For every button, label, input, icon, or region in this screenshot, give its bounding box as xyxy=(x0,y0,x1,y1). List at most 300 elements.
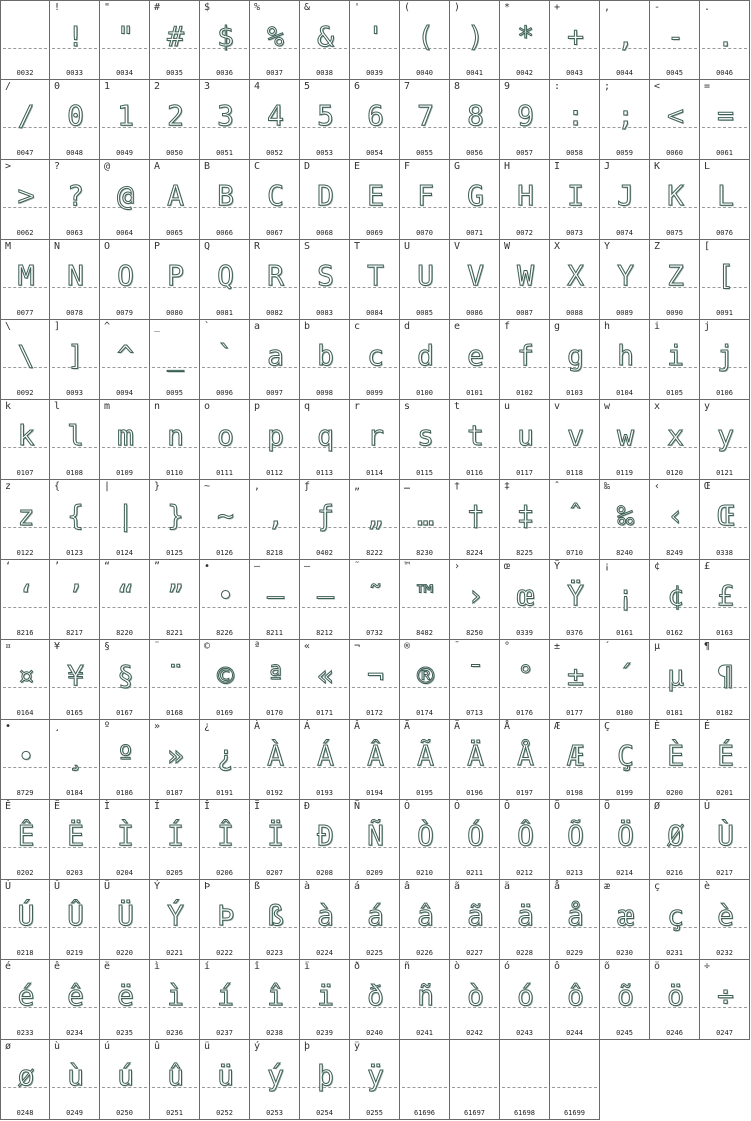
glyph-code: 0247 xyxy=(716,1029,733,1037)
glyph-sample: c xyxy=(367,339,382,372)
glyph-code: 0057 xyxy=(516,149,533,157)
glyph-cell xyxy=(100,960,150,1040)
glyph-cell xyxy=(600,800,650,880)
glyph-cell xyxy=(600,480,650,560)
glyph-label: d xyxy=(404,321,411,332)
glyph-sample: Á xyxy=(317,739,332,772)
glyph-code: 0117 xyxy=(516,469,533,477)
glyph-label: Î xyxy=(204,801,211,812)
glyph-label: µ xyxy=(654,641,661,652)
glyph-label: L xyxy=(704,161,711,172)
glyph-code: 0169 xyxy=(216,709,233,717)
glyph-cell xyxy=(250,960,300,1040)
glyph-code: 0240 xyxy=(366,1029,383,1037)
glyph-label: Ý xyxy=(154,881,161,892)
glyph-code: 0038 xyxy=(316,69,333,77)
glyph-code: 0239 xyxy=(316,1029,333,1037)
glyph-code: 0249 xyxy=(66,1109,83,1117)
glyph-sample xyxy=(500,1052,549,1094)
glyph-cell xyxy=(150,1040,200,1120)
glyph-cell xyxy=(0,80,50,160)
glyph-code: 0052 xyxy=(266,149,283,157)
glyph-cell xyxy=(50,320,100,400)
glyph-label: Z xyxy=(654,241,661,252)
glyph-sample xyxy=(550,1052,599,1094)
glyph-label: Þ xyxy=(204,881,211,892)
glyph-cell xyxy=(450,160,500,240)
glyph-cell xyxy=(700,560,750,640)
glyph-cell xyxy=(150,320,200,400)
glyph-cell xyxy=(150,240,200,320)
glyph-label: þ xyxy=(304,1041,311,1052)
glyph-code: 0121 xyxy=(716,469,733,477)
glyph-label: É xyxy=(704,721,711,732)
glyph-sample: f xyxy=(517,339,532,372)
glyph-cell xyxy=(500,0,550,80)
glyph-label: j xyxy=(704,321,711,332)
glyph-label: D xyxy=(304,161,311,172)
glyph-cell xyxy=(350,1040,400,1120)
glyph-cell xyxy=(300,960,350,1040)
glyph-sample: ] xyxy=(67,339,82,372)
glyph-code: 8216 xyxy=(16,629,34,637)
glyph-sample: 7 xyxy=(417,99,432,132)
glyph-label: é xyxy=(5,961,12,972)
glyph-sample: œ xyxy=(517,579,532,612)
glyph-label: M xyxy=(5,241,12,252)
glyph-code: 0107 xyxy=(16,469,34,477)
glyph-label: m xyxy=(104,401,111,412)
glyph-label: Ç xyxy=(604,721,611,732)
glyph-label: " xyxy=(104,2,111,13)
glyph-label: = xyxy=(704,81,711,92)
glyph-code: 0186 xyxy=(116,789,133,797)
glyph-sample: R xyxy=(267,259,282,292)
glyph-cell xyxy=(550,800,600,880)
glyph-cell xyxy=(100,160,150,240)
glyph-code: 0213 xyxy=(566,869,583,877)
glyph-code: 0221 xyxy=(166,949,183,957)
glyph-cell xyxy=(150,80,200,160)
glyph-cell xyxy=(300,0,350,80)
glyph-sample: l xyxy=(67,419,82,452)
glyph-label: u xyxy=(504,401,511,412)
glyph-sample: ’ xyxy=(67,579,82,612)
glyph-sample: ( xyxy=(417,20,432,53)
glyph-sample: ˆ xyxy=(567,499,582,532)
glyph-code: 0066 xyxy=(216,229,233,237)
glyph-cell xyxy=(650,560,700,640)
glyph-sample: C xyxy=(267,179,282,212)
glyph-sample: 2 xyxy=(167,99,182,132)
glyph-label: i xyxy=(654,321,661,332)
glyph-code: 0230 xyxy=(616,949,633,957)
glyph-code: 0191 xyxy=(216,789,233,797)
glyph-code: 0211 xyxy=(466,869,483,877)
glyph-cell xyxy=(550,400,600,480)
glyph-sample: ` xyxy=(217,339,232,372)
glyph-code: 0217 xyxy=(716,869,733,877)
glyph-code: 0229 xyxy=(566,949,583,957)
glyph-cell xyxy=(550,880,600,960)
glyph-code: 0245 xyxy=(616,1029,633,1037)
glyph-cell xyxy=(300,80,350,160)
glyph-code: 0089 xyxy=(616,309,633,317)
glyph-cell xyxy=(200,240,250,320)
glyph-code: 0244 xyxy=(566,1029,583,1037)
glyph-label: 0 xyxy=(54,81,61,92)
glyph-cell xyxy=(250,480,300,560)
glyph-sample: ' xyxy=(367,20,382,53)
glyph-label: n xyxy=(154,401,161,412)
glyph-sample: b xyxy=(317,339,332,372)
glyph-label: ” xyxy=(154,561,161,572)
glyph-sample: º xyxy=(117,739,132,772)
glyph-label: ° xyxy=(504,641,511,652)
glyph-code: 0238 xyxy=(266,1029,283,1037)
glyph-label: p xyxy=(254,401,261,412)
glyph-label: ú xyxy=(104,1041,111,1052)
glyph-label: J xyxy=(604,161,611,172)
glyph-code: 0055 xyxy=(416,149,433,157)
glyph-sample: ª xyxy=(267,659,282,692)
glyph-label: ï xyxy=(304,961,311,972)
glyph-cell xyxy=(650,800,700,880)
glyph-cell xyxy=(400,960,450,1040)
glyph-code: 0202 xyxy=(16,869,34,877)
glyph-sample: 4 xyxy=(267,99,282,132)
glyph-cell xyxy=(450,720,500,800)
glyph-sample: ^ xyxy=(117,339,132,372)
glyph-cell xyxy=(200,720,250,800)
glyph-code: 0091 xyxy=(716,309,733,317)
glyph-sample: + xyxy=(567,20,582,53)
glyph-sample: h xyxy=(617,339,632,372)
glyph-code: 0252 xyxy=(216,1109,233,1117)
glyph-label: Y xyxy=(604,241,611,252)
glyph-sample: ¬ xyxy=(367,659,382,692)
glyph-cell xyxy=(150,720,200,800)
glyph-cell xyxy=(0,720,50,800)
glyph-cell xyxy=(400,640,450,720)
glyph-code: 0037 xyxy=(266,69,283,77)
glyph-sample: * xyxy=(517,20,532,53)
glyph-cell xyxy=(350,400,400,480)
glyph-cell xyxy=(500,80,550,160)
glyph-code: 0064 xyxy=(116,229,133,237)
glyph-sample xyxy=(400,1052,449,1094)
glyph-label: Ù xyxy=(704,801,711,812)
glyph-label: + xyxy=(554,2,561,13)
glyph-sample: , xyxy=(617,20,632,53)
glyph-label: ? xyxy=(54,161,61,172)
glyph-sample: w xyxy=(617,419,632,452)
glyph-label: 3 xyxy=(204,81,211,92)
glyph-cell xyxy=(50,960,100,1040)
glyph-cell xyxy=(700,480,750,560)
glyph-sample: ‘ xyxy=(17,579,33,612)
glyph-code: 0100 xyxy=(416,389,433,397)
glyph-label: ç xyxy=(654,881,661,892)
glyph-sample: þ xyxy=(317,1059,332,1092)
glyph-cell xyxy=(400,160,450,240)
glyph-code: 0237 xyxy=(216,1029,233,1037)
glyph-code: 0109 xyxy=(116,469,133,477)
glyph-label: ª xyxy=(254,641,261,652)
glyph-code: 0105 xyxy=(666,389,683,397)
glyph-code: 0208 xyxy=(316,869,333,877)
glyph-cell xyxy=(150,400,200,480)
glyph-cell xyxy=(500,640,550,720)
glyph-label: S xyxy=(304,241,311,252)
glyph-code: 0125 xyxy=(166,549,183,557)
glyph-label: ß xyxy=(254,881,261,892)
glyph-cell xyxy=(300,320,350,400)
glyph-code: 0182 xyxy=(716,709,733,717)
glyph-sample: Î xyxy=(217,819,232,852)
glyph-label: % xyxy=(254,2,261,13)
glyph-sample: : xyxy=(567,99,582,132)
glyph-cell xyxy=(0,480,50,560)
glyph-sample: ˜ xyxy=(367,579,382,612)
glyph-sample: Â xyxy=(367,739,382,772)
glyph-sample: Ì xyxy=(117,819,132,852)
glyph-label: í xyxy=(204,961,211,972)
glyph-code: 0070 xyxy=(416,229,433,237)
glyph-code: 0199 xyxy=(616,789,633,797)
glyph-cell xyxy=(700,800,750,880)
glyph-sample: û xyxy=(167,1059,182,1092)
glyph-code: 0051 xyxy=(216,149,233,157)
glyph-code: 0112 xyxy=(266,469,283,477)
glyph-label: ˆ xyxy=(554,481,561,492)
glyph-code: 0049 xyxy=(116,149,133,157)
glyph-cell xyxy=(550,320,600,400)
glyph-cell xyxy=(350,560,400,640)
glyph-code: 0126 xyxy=(216,549,233,557)
glyph-label: @ xyxy=(104,161,111,172)
glyph-sample: = xyxy=(717,99,732,132)
glyph-code: 8226 xyxy=(216,629,233,637)
glyph-sample xyxy=(1,13,49,55)
glyph-cell xyxy=(450,240,500,320)
glyph-cell xyxy=(300,640,350,720)
glyph-sample: ¥ xyxy=(67,659,82,692)
glyph-cell xyxy=(400,880,450,960)
glyph-sample: y xyxy=(717,419,732,452)
glyph-cell xyxy=(150,640,200,720)
glyph-label: † xyxy=(454,481,461,492)
glyph-sample: Y xyxy=(617,259,632,292)
glyph-code: 0231 xyxy=(666,949,683,957)
glyph-code: 0254 xyxy=(316,1109,333,1117)
glyph-cell xyxy=(350,720,400,800)
glyph-cell xyxy=(50,640,100,720)
glyph-label: ± xyxy=(554,641,561,652)
glyph-sample: M xyxy=(17,259,33,292)
glyph-cell xyxy=(300,160,350,240)
glyph-code: 0104 xyxy=(616,389,633,397)
glyph-code: 0218 xyxy=(16,949,34,957)
glyph-cell xyxy=(450,960,500,1040)
glyph-sample: ë xyxy=(117,979,132,1012)
glyph-cell xyxy=(500,880,550,960)
glyph-label: – xyxy=(254,561,261,572)
glyph-label: ¡ xyxy=(604,561,611,572)
glyph-sample: Ò xyxy=(417,819,432,852)
glyph-sample: ý xyxy=(267,1059,282,1092)
glyph-cell xyxy=(0,240,50,320)
glyph-cell xyxy=(650,640,700,720)
glyph-label: T xyxy=(354,241,361,252)
glyph-cell xyxy=(150,480,200,560)
glyph-label: ë xyxy=(104,961,111,972)
glyph-code: 8230 xyxy=(416,549,433,557)
glyph-label: , xyxy=(604,2,611,13)
glyph-code: 0084 xyxy=(366,309,383,317)
glyph-cell xyxy=(300,560,350,640)
glyph-code: 0255 xyxy=(366,1109,383,1117)
glyph-label: # xyxy=(154,2,161,13)
glyph-sample: } xyxy=(167,499,182,532)
glyph-sample: Ç xyxy=(617,739,632,772)
glyph-label: v xyxy=(554,401,561,412)
glyph-code: 0063 xyxy=(66,229,83,237)
glyph-cell xyxy=(200,640,250,720)
glyph-sample: 6 xyxy=(367,99,382,132)
glyph-sample: I xyxy=(567,179,582,212)
glyph-sample: ™ xyxy=(417,579,432,612)
glyph-label: O xyxy=(104,241,111,252)
glyph-sample: { xyxy=(67,499,82,532)
glyph-cell xyxy=(650,720,700,800)
glyph-sample: ‰ xyxy=(617,499,632,532)
glyph-cell xyxy=(650,960,700,1040)
glyph-label: h xyxy=(604,321,611,332)
glyph-sample: Ê xyxy=(17,819,33,852)
glyph-label: c xyxy=(354,321,361,332)
glyph-code: 0243 xyxy=(516,1029,533,1037)
glyph-cell xyxy=(0,560,50,640)
glyph-cell xyxy=(100,0,150,80)
glyph-sample: X xyxy=(567,259,582,292)
glyph-sample: µ xyxy=(667,659,682,692)
glyph-sample: ü xyxy=(217,1059,232,1092)
glyph-code: 0124 xyxy=(116,549,133,557)
glyph-label: Ÿ xyxy=(554,561,561,572)
glyph-cell xyxy=(500,480,550,560)
glyph-cell xyxy=(350,0,400,80)
glyph-label: Ú xyxy=(5,881,12,892)
glyph-cell xyxy=(300,480,350,560)
glyph-code: 0086 xyxy=(466,309,483,317)
glyph-label: R xyxy=(254,241,261,252)
glyph-label: ¬ xyxy=(354,641,361,652)
glyph-cell xyxy=(300,240,350,320)
glyph-code: 0041 xyxy=(466,69,483,77)
glyph-cell xyxy=(150,800,200,880)
glyph-label: r xyxy=(354,401,361,412)
glyph-cell xyxy=(0,1040,50,1120)
glyph-code: 0164 xyxy=(16,709,34,717)
glyph-sample: ” xyxy=(167,579,182,612)
glyph-cell xyxy=(100,240,150,320)
glyph-label: < xyxy=(654,81,661,92)
glyph-cell xyxy=(0,320,50,400)
glyph-label: ¸ xyxy=(54,721,61,732)
glyph-cell xyxy=(250,400,300,480)
glyph-cell xyxy=(700,160,750,240)
glyph-code: 0081 xyxy=(216,309,233,317)
glyph-label: ê xyxy=(54,961,61,972)
glyph-sample: ¿ xyxy=(217,739,232,772)
glyph-sample: Í xyxy=(167,819,182,852)
glyph-label: ~ xyxy=(204,481,211,492)
glyph-cell xyxy=(700,640,750,720)
glyph-sample: P xyxy=(167,259,182,292)
glyph-cell xyxy=(450,0,500,80)
glyph-sample: á xyxy=(367,899,382,932)
glyph-sample: ® xyxy=(417,659,432,692)
glyph-sample: F xyxy=(417,179,432,212)
glyph-cell xyxy=(600,240,650,320)
glyph-label: û xyxy=(154,1041,161,1052)
glyph-code: 0053 xyxy=(316,149,333,157)
glyph-label: ] xyxy=(54,321,61,332)
glyph-label: z xyxy=(5,481,12,492)
glyph-sample: â xyxy=(417,899,432,932)
glyph-code: 0180 xyxy=(616,709,633,717)
glyph-sample: « xyxy=(317,659,332,692)
glyph-label: ˉ xyxy=(454,641,461,652)
glyph-code: 0115 xyxy=(416,469,433,477)
glyph-sample: õ xyxy=(617,979,632,1012)
glyph-cell xyxy=(400,560,450,640)
glyph-sample: u xyxy=(517,419,532,452)
glyph-label: F xyxy=(404,161,411,172)
glyph-code: 61698 xyxy=(513,1109,536,1117)
glyph-code: 8729 xyxy=(16,789,34,797)
glyph-cell xyxy=(350,240,400,320)
glyph-cell xyxy=(200,800,250,880)
glyph-cell xyxy=(250,320,300,400)
glyph-label: [ xyxy=(704,241,711,252)
glyph-cell xyxy=(400,480,450,560)
glyph-sample: ÷ xyxy=(717,979,732,1012)
glyph-label: ‘ xyxy=(5,561,12,572)
glyph-code: 0043 xyxy=(566,69,583,77)
glyph-cell xyxy=(50,0,100,80)
glyph-label: q xyxy=(304,401,311,412)
glyph-cell xyxy=(300,400,350,480)
glyph-cell xyxy=(250,240,300,320)
glyph-label: ´ xyxy=(604,641,611,652)
glyph-code: 8224 xyxy=(466,549,483,557)
glyph-cell xyxy=(50,160,100,240)
glyph-code: 0045 xyxy=(666,69,683,77)
glyph-label: Ô xyxy=(504,801,511,812)
glyph-cell xyxy=(150,0,200,80)
glyph-label: Ì xyxy=(104,801,111,812)
glyph-code: 0035 xyxy=(166,69,183,77)
glyph-label: ! xyxy=(54,2,61,13)
glyph-sample: É xyxy=(717,739,732,772)
glyph-code: 0033 xyxy=(66,69,83,77)
glyph-cell xyxy=(150,160,200,240)
glyph-cell xyxy=(450,560,500,640)
glyph-sample: ‡ xyxy=(517,499,532,532)
glyph-cell xyxy=(550,240,600,320)
